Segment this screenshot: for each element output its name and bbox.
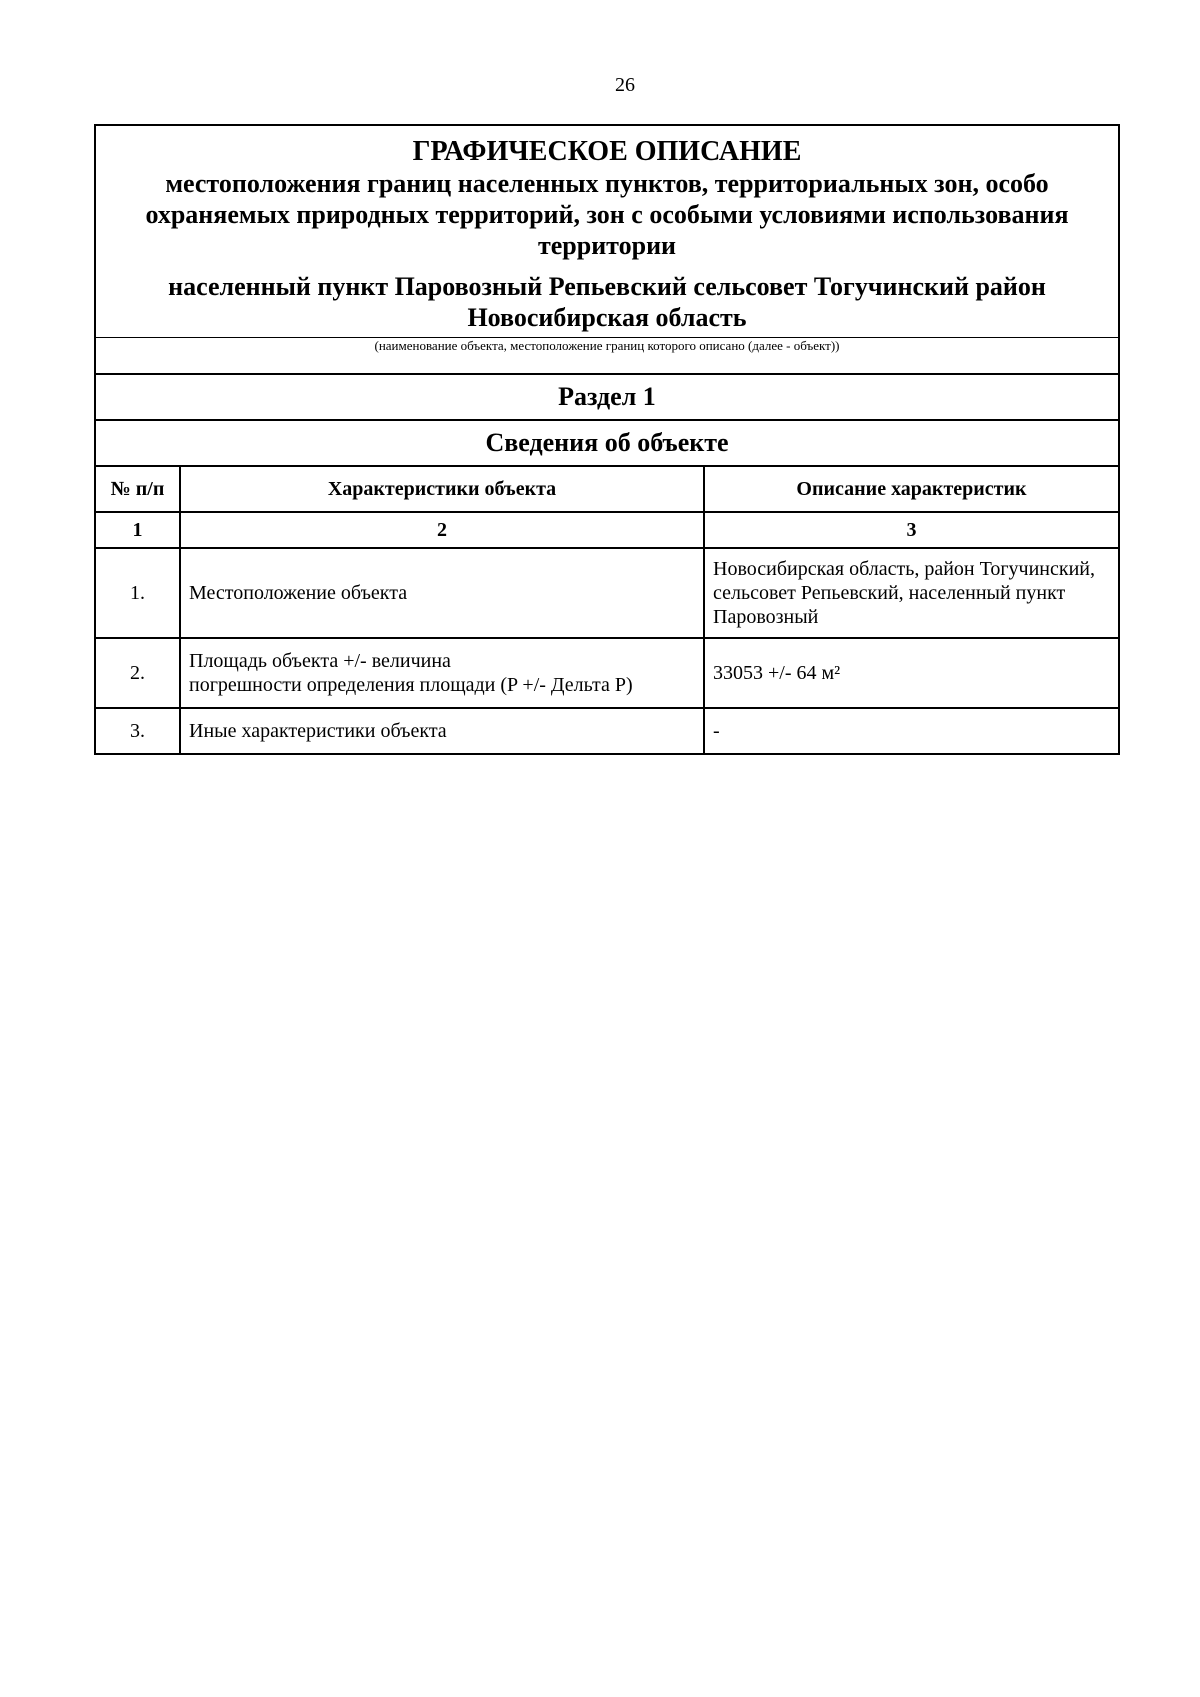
object-info-table — [96, 465, 1118, 753]
row-number: 3. — [96, 708, 180, 753]
column-number-row — [96, 512, 1118, 548]
table-row — [96, 638, 1118, 708]
table-header-row — [96, 466, 1118, 512]
object-name: населенный пункт Паровозный Репьевский сельсовет Тогучинский район Новосибирская область — [168, 272, 1046, 332]
row-characteristic-line: Площадь объекта +/- величина — [189, 650, 451, 672]
header-number: № п/п — [96, 466, 180, 512]
row-description: Новосибирская область, район Тогучинский, сельсовет Репьевский, населенный пункт Паровозный — [704, 548, 1118, 638]
header-description: Описание характеристик — [704, 466, 1118, 512]
column-number-1: 1 — [96, 512, 180, 548]
section-title: Раздел 1 — [96, 373, 1118, 419]
row-description: - — [704, 708, 1118, 753]
row-characteristic — [180, 638, 704, 708]
row-characteristic: Местоположение объекта — [180, 548, 704, 638]
row-number: 1. — [96, 548, 180, 638]
document-title: ГРАФИЧЕСКОЕ ОПИСАНИЕ — [412, 136, 802, 167]
document-subtitle: местоположения границ населенных пунктов, территориальных зон, особо охраняемых природных территорий, зон с особыми условиями использования территории — [145, 169, 1069, 260]
column-number-2: 2 — [180, 512, 704, 548]
document-frame — [94, 124, 1120, 755]
row-characteristic: Иные характеристики объекта — [180, 708, 704, 753]
column-number-3: 3 — [704, 512, 1118, 548]
section-subtitle: Сведения об объекте — [96, 419, 1118, 465]
row-characteristic-line: погрешности определения площади (P +/- Дельта P) — [189, 674, 633, 696]
page-number: 26 — [615, 74, 635, 96]
document-header — [96, 126, 1118, 337]
header-characteristics: Характеристики объекта — [180, 466, 704, 512]
object-name-note: (наименование объекта, местоположение границ которого описано (далее - объект)) — [96, 337, 1118, 373]
row-number: 2. — [96, 638, 180, 708]
row-description: 33053 +/- 64 м² — [704, 638, 1118, 708]
table-row — [96, 708, 1118, 753]
table-row — [96, 548, 1118, 638]
